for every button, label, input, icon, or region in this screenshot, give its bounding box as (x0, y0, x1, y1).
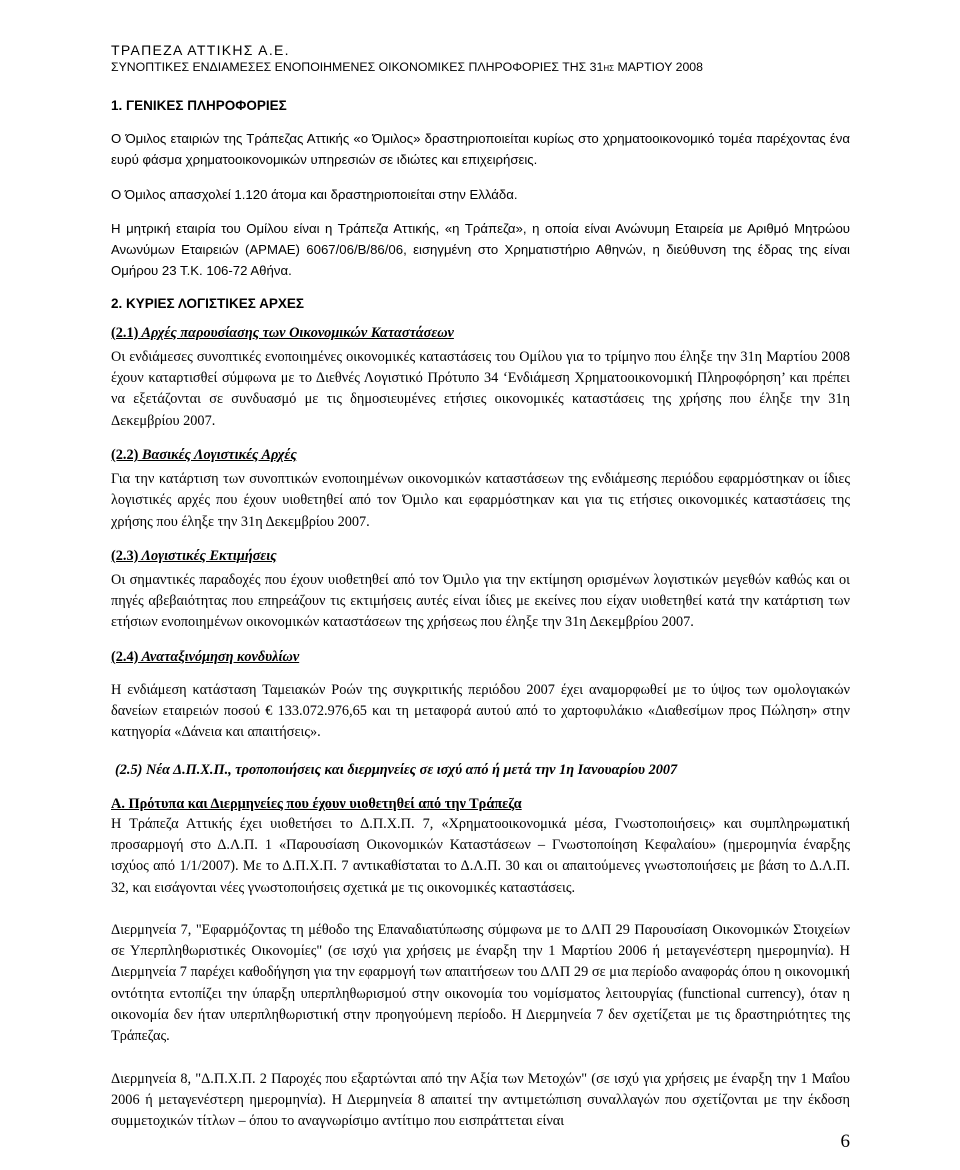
subsection-2-3-text: Οι σημαντικές παραδοχές που έχουν υιοθετηθεί από τον Όμιλο για την εκτίμηση ορισμένων λογιστικών μεγεθών καθώς και οι πηγές αβεβαιότητας που επηρεάζουν τις εκτιμήσεις αυτές είναι ίδιες με εκείνες που είχαν υιοθετηθεί κατά την κατάρτιση των ετήσιων ενοποιημένων οικονομικών καταστάσεων της χρήσεως που έληξε την 31η Δεκεμβρίου 2007. (111, 571, 850, 631)
section-1-paragraph-1: Ο Όμιλος εταιριών της Τράπεζας Αττικής «ο Όμιλος» δραστηριοποιείται κυρίως στο χρηματοοικονομικό τομέα παρέχοντας ένα ευρύ φάσμα χρηματοοικονομικών υπηρεσιών σε ιδιώτες και επιχειρήσεις. (111, 131, 850, 168)
interpretation-8-text: Διερμηνεία 8, "Δ.Π.Χ.Π. 2 Παροχές που εξαρτώνται από την Αξία των Μετοχών" (σε ισχύ για χρήσεις με έναρξη την 1 Μαΐου 2006 ή μεταγενέστερη ημερομηνία). Η Διερμηνεία 8 απαιτεί την αντιμετώπιση συναλλαγών που σχετίζονται με την έκδοση συμμετοχικών τίτλων – όπου το αναγνωρίσιμο αντίτιμο που εισπράττεται είναι (111, 1070, 850, 1130)
page-number: 6 (840, 1131, 850, 1152)
report-subtitle: ΣΥΝΟΠΤΙΚΕΣ ΕΝΔΙΑΜΕΣΕΣ ΕΝΟΠΟΙΗΜΕΝΕΣ ΟΙΚΟΝΟΜΙΚΕΣ ΠΛΗΡΟΦΟΡΙΕΣ ΤΗΣ 31ΗΣ ΜΑΡΤΙΟΥ 2008 (111, 60, 703, 74)
company-header: ΤΡΑΠΕΖΑ ΑΤΤΙΚΗΣ Α.Ε. (111, 42, 290, 58)
section-1-paragraph-2: Ο Όμιλος απασχολεί 1.120 άτομα και δραστηριοποιείται στην Ελλάδα. (111, 186, 518, 202)
subsection-2-2-heading: (2.2) Βασικές Λογιστικές Αρχές (111, 446, 297, 463)
subsection-2-3-heading: (2.3) Λογιστικές Εκτιμήσεις (111, 547, 277, 564)
subsection-2-2-text: Για την κατάρτιση των συνοπτικών ενοποιημένων οικονομικών καταστάσεων της ενδιάμεσης περιόδου εφαρμόστηκαν οι ίδιες λογιστικές αρχές που έχουν υιοθετηθεί από τον Όμιλο και εφαρμόστηκαν και για τις ετήσιες οικονομικές καταστάσεις της χρήσης που έληξε την 31η Δεκεμβρίου 2007. (111, 470, 850, 530)
section-2-heading: 2. ΚΥΡΙΕΣ ΛΟΓΙΣΤΙΚΕΣ ΑΡΧΕΣ (111, 295, 304, 311)
subsection-2-5-heading: (2.5) Νέα Δ.Π.Χ.Π., τροποποιήσεις και διερμηνείες σε ισχύ από ή μετά την 1η Ιανουαρίου 2007 (115, 761, 678, 778)
subsection-a-heading: Α. Πρότυπα και Διερμηνείες που έχουν υιοθετηθεί από την Τράπεζα (111, 795, 522, 812)
interpretation-7-text: Διερμηνεία 7, "Εφαρμόζοντας τη μέθοδο της Επαναδιατύπωσης σύμφωνα με το ΔΛΠ 29 Παρουσίαση Οικονομικών Στοιχείων σε Υπερπληθωριστικές Οικονομίες" (σε ισχύ για χρήσεις με έναρξη την 1 Μαρτίου 2006 ή μεταγενέστερη ημερομηνία). Η Διερμηνεία 7 παρέχει καθοδήγηση για την εφαρμογή των απαιτήσεων του ΔΛΠ 29 σε μια περίοδο αναφοράς όπου η οικονομική οντότητα εντοπίζει την ύπαρξη υπερπληθωρισμού στην οικονομία του νομίσματος λειτουργίας (functional currency), όταν η οικονομία δεν ήταν υπερπληθωριστική στην προηγούμενη περίοδο. Η Διερμηνεία 7 δεν σχετίζεται με τις δραστηριότητες της Τράπεζας. (111, 921, 850, 1045)
subsection-2-4-heading: (2.4) Αναταξινόμηση κονδυλίων (111, 648, 300, 665)
subsection-2-1-text: Οι ενδιάμεσες συνοπτικές ενοποιημένες οικονομικές καταστάσεις του Ομίλου για το τρίμηνο που έληξε την 31η Μαρτίου 2008 έχουν καταρτισθεί σύμφωνα με το Διεθνές Λογιστικό Πρότυπο 34 ‘Ενδιάμεση Χρηματοοικονομική Πληροφόρηση’ και πρέπει να εξετάζονται σε συνδυασμό με τις δημοσιευμένες ετήσιες οικονομικές καταστάσεις της χρήσης που έληξε την 31η Δεκεμβρίου 2007. (111, 348, 850, 429)
section-1-paragraph-3: Η μητρική εταιρία του Ομίλου είναι η Τράπεζα Αττικής, «η Τράπεζα», η οποία είναι Ανώνυμη Εταιρεία με Αριθμό Μητρώου Ανωνύμων Εταιρειών (ΑΡΜΑΕ) 6067/06/Β/86/06, εισηγμένη στο Χρηματιστήριο Αθηνών, η διεύθυνση της έδρας της είναι Ομήρου 23 Τ.Κ. 106-72 Αθήνα. (111, 220, 850, 279)
section-1-heading: 1. ΓΕΝΙΚΕΣ ΠΛΗΡΟΦΟΡΙΕΣ (111, 98, 287, 113)
subsection-a-text: Η Τράπεζα Αττικής έχει υιοθετήσει το Δ.Π.Χ.Π. 7, «Χρηματοοικονομικά μέσα, Γνωστοποιήσεις» και συμπληρωματική προσαρμογή στο Δ.Λ.Π. 1 «Παρουσίαση Οικονομικών Καταστάσεων – Γνωστοποίηση Κεφαλαίου» (ημερομηνία έναρξης ισχύος από 1/1/2007). Με το Δ.Π.Χ.Π. 7 αντικαθίσταται το Δ.Λ.Π. 30 και οι απαιτούμενες γνωστοποιήσεις με βάση το Δ.Λ.Π. 32, και εισάγονται νέες γνωστοποιήσεις σχετικά με τις οικονομικές καταστάσεις. (111, 815, 850, 896)
subsection-2-4-text: Η ενδιάμεση κατάσταση Ταμειακών Ροών της συγκριτικής περιόδου 2007 έχει αναμορφωθεί με το ύψος των ομολογιακών δανείων εταιρειών ποσού € 133.072.976,65 και τη μεταφορά αυτού από το χαρτοφυλάκιο «Διαθεσίμων προς Πώληση» στην κατηγορία «Δάνεια και απαιτήσεις». (111, 681, 850, 741)
subsection-2-1-heading: (2.1) Αρχές παρουσίασης των Οικονομικών Καταστάσεων (111, 324, 454, 341)
